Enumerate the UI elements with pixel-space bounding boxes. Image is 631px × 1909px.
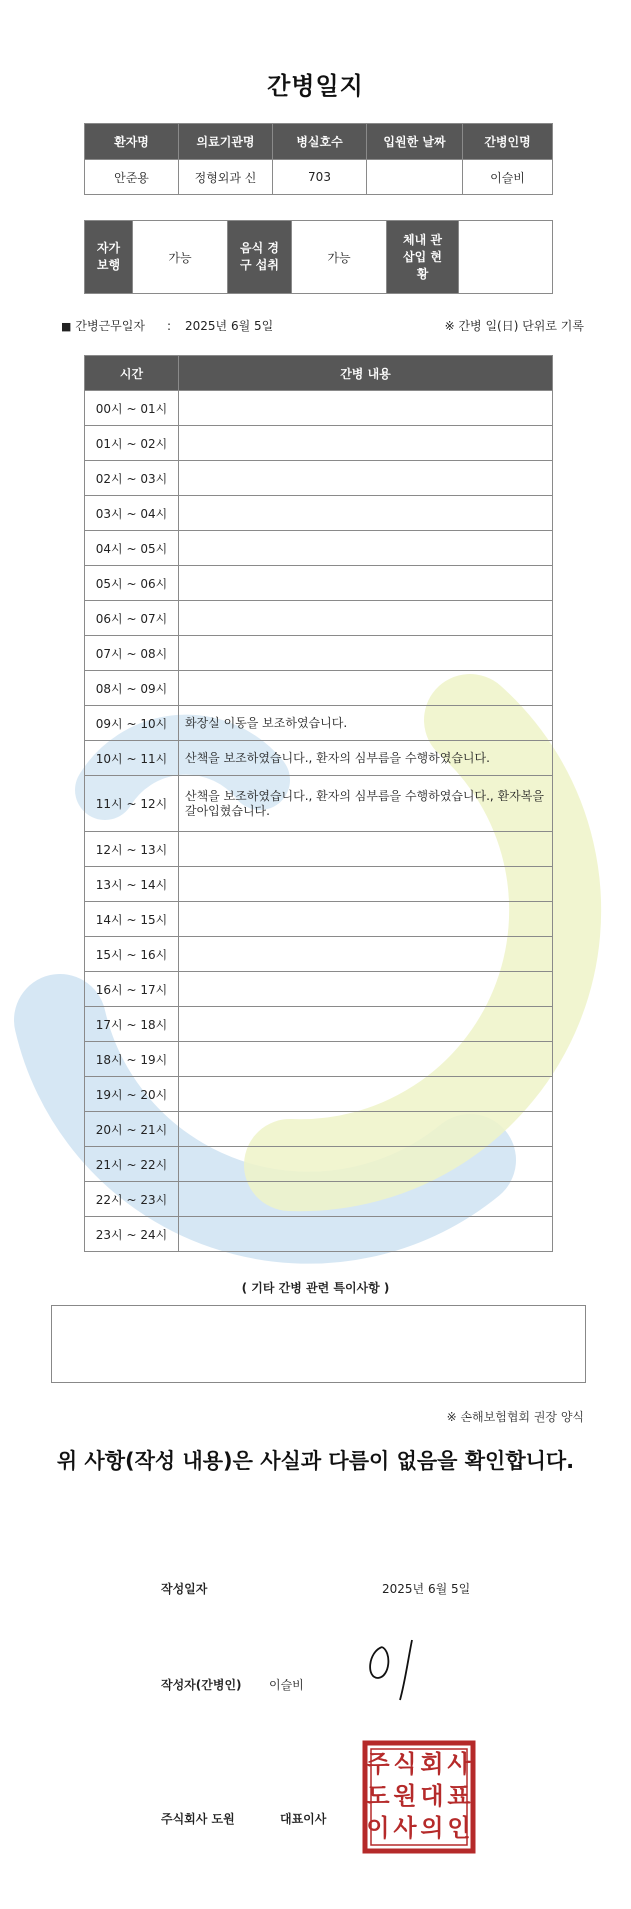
care-content-cell: [179, 1112, 553, 1147]
care-content-cell: [179, 1217, 553, 1252]
time-slot-cell: 00시 ~ 01시: [85, 391, 179, 426]
record-unit-note: ※ 간병 일(日) 단위로 기록: [444, 319, 584, 333]
table-row: [85, 426, 553, 461]
write-date-label: 작성일자: [161, 1582, 208, 1596]
seal-character: 이: [366, 1814, 390, 1842]
care-content-cell: [179, 1007, 553, 1042]
care-content-cell: [179, 937, 553, 972]
time-slot-cell: 11시 ~ 12시: [85, 776, 179, 832]
time-slot-cell: 09시 ~ 10시: [85, 706, 179, 741]
seal-character: 원: [393, 1782, 417, 1810]
patient-name-value: 안준용: [85, 160, 179, 195]
time-slot-cell: 10시 ~ 11시: [85, 741, 179, 776]
seal-character: 표: [447, 1782, 471, 1810]
care-content-cell: 산책을 보조하였습니다., 환자의 심부름을 수행하였습니다., 환자복을 갈아입혔습니다.: [179, 776, 553, 832]
care-content-cell: [179, 902, 553, 937]
tube-insertion-value: [459, 221, 553, 294]
time-slot-cell: 21시 ~ 22시: [85, 1147, 179, 1182]
time-slot-cell: 01시 ~ 02시: [85, 426, 179, 461]
care-content-cell: [179, 1182, 553, 1217]
form-source-note: ※ 손해보험협회 권장 양식: [446, 1410, 584, 1424]
time-slot-cell: 05시 ~ 06시: [85, 566, 179, 601]
care-content-cell: [179, 636, 553, 671]
time-slot-cell: 07시 ~ 08시: [85, 636, 179, 671]
table-row: [85, 937, 553, 972]
table-row: [85, 1007, 553, 1042]
time-slot-cell: 13시 ~ 14시: [85, 867, 179, 902]
seal-character: 대: [420, 1782, 444, 1810]
care-content-cell: [179, 832, 553, 867]
time-slot-cell: 14시 ~ 15시: [85, 902, 179, 937]
table-row: [85, 671, 553, 706]
write-date-value: 2025년 6월 5일: [382, 1582, 471, 1596]
self-walk-label: 자가 보행: [85, 221, 133, 294]
care-content-cell: [179, 496, 553, 531]
care-content-cell: [179, 461, 553, 496]
time-slot-cell: 16시 ~ 17시: [85, 972, 179, 1007]
header-room-number: 병실호수: [273, 124, 367, 160]
table-row: [85, 1112, 553, 1147]
care-content-cell: [179, 1077, 553, 1112]
writer-name: 이슬비: [269, 1678, 304, 1692]
table-row: [85, 496, 553, 531]
caregiver-name-value: 이슬비: [463, 160, 553, 195]
time-slot-cell: 12시 ~ 13시: [85, 832, 179, 867]
care-content-cell: [179, 391, 553, 426]
care-status-table: [84, 220, 553, 294]
header-caregiver-name: 간병인명: [463, 124, 553, 160]
table-row: [85, 1182, 553, 1217]
tube-insertion-label: 체내 관 삽입 현 황: [387, 221, 459, 294]
remarks-box: [51, 1305, 586, 1383]
time-slot-cell: 08시 ~ 09시: [85, 671, 179, 706]
table-row: [85, 832, 553, 867]
table-row: [85, 867, 553, 902]
oral-intake-label: 음식 경 구 섭취: [228, 221, 292, 294]
care-content-cell: [179, 426, 553, 461]
company-name: 주식회사 도원: [161, 1812, 235, 1826]
time-slot-cell: 18시 ~ 19시: [85, 1042, 179, 1077]
writer-label: 작성자(간병인): [161, 1678, 242, 1692]
work-date-line: [61, 317, 273, 334]
care-content-cell: [179, 601, 553, 636]
care-log-table: [84, 355, 553, 1252]
header-hospital-name: 의료기관명: [179, 124, 273, 160]
time-slot-cell: 03시 ~ 04시: [85, 496, 179, 531]
care-content-cell: [179, 1042, 553, 1077]
seal-character: 사: [447, 1750, 471, 1778]
remarks-title: ( 기타 간병 관련 특이사항 ): [241, 1281, 390, 1295]
table-row: [85, 1147, 553, 1182]
header-time: 시간: [85, 356, 179, 391]
seal-character: 의: [420, 1814, 444, 1842]
table-row: [85, 741, 553, 776]
time-slot-cell: 04시 ~ 05시: [85, 531, 179, 566]
care-content-cell: [179, 972, 553, 1007]
seal-character: 도: [366, 1782, 390, 1810]
time-slot-cell: 20시 ~ 21시: [85, 1112, 179, 1147]
table-row: [85, 706, 553, 741]
table-row: [85, 1217, 553, 1252]
time-slot-cell: 23시 ~ 24시: [85, 1217, 179, 1252]
seal-character: 회: [420, 1750, 444, 1778]
ceo-label: 대표이사: [280, 1812, 327, 1826]
care-content-cell: 화장실 이동을 보조하였습니다.: [179, 706, 553, 741]
time-slot-cell: 17시 ~ 18시: [85, 1007, 179, 1042]
room-number-value: 703: [273, 160, 367, 195]
seal-character: 식: [393, 1750, 417, 1778]
table-row: [85, 636, 553, 671]
table-row: [85, 972, 553, 1007]
seal-character: 사: [393, 1814, 417, 1842]
care-content-cell: [179, 531, 553, 566]
table-row: [85, 566, 553, 601]
table-row: [85, 776, 553, 832]
table-row: [85, 1077, 553, 1112]
seal-character: 주: [366, 1750, 390, 1778]
square-bullet-icon: ■: [61, 320, 72, 333]
company-seal-icon: [362, 1740, 476, 1854]
handwritten-signature: [360, 1630, 420, 1705]
self-walk-value: 가능: [133, 221, 228, 294]
time-slot-cell: 22시 ~ 23시: [85, 1182, 179, 1217]
care-content-cell: [179, 566, 553, 601]
time-slot-cell: 19시 ~ 20시: [85, 1077, 179, 1112]
work-date-value: 2025년 6월 5일: [185, 319, 274, 333]
table-row: [85, 601, 553, 636]
table-row: [85, 1042, 553, 1077]
time-slot-cell: 15시 ~ 16시: [85, 937, 179, 972]
table-row: [85, 461, 553, 496]
time-slot-cell: 02시 ~ 03시: [85, 461, 179, 496]
header-care-content: 간병 내용: [179, 356, 553, 391]
care-content-cell: [179, 867, 553, 902]
table-row: [85, 902, 553, 937]
hospital-name-value: 정형외과 신: [179, 160, 273, 195]
header-admission-date: 입원한 날짜: [367, 124, 463, 160]
work-date-colon: :: [166, 319, 172, 333]
work-date-label: 간병근무일자: [75, 319, 145, 333]
time-slot-cell: 06시 ~ 07시: [85, 601, 179, 636]
header-patient-name: 환자명: [85, 124, 179, 160]
admission-date-value: [367, 160, 463, 195]
seal-character: 인: [447, 1814, 471, 1842]
table-row: [85, 391, 553, 426]
confirmation-statement: 위 사항(작성 내용)은 사실과 다름이 없음을 확인합니다.: [56, 1449, 575, 1473]
care-content-cell: [179, 671, 553, 706]
care-content-cell: [179, 1147, 553, 1182]
oral-intake-value: 가능: [292, 221, 387, 294]
page-title: 간병일지: [267, 72, 364, 100]
patient-info-table: [84, 123, 553, 195]
care-content-cell: 산책을 보조하였습니다., 환자의 심부름을 수행하였습니다.: [179, 741, 553, 776]
table-row: [85, 531, 553, 566]
